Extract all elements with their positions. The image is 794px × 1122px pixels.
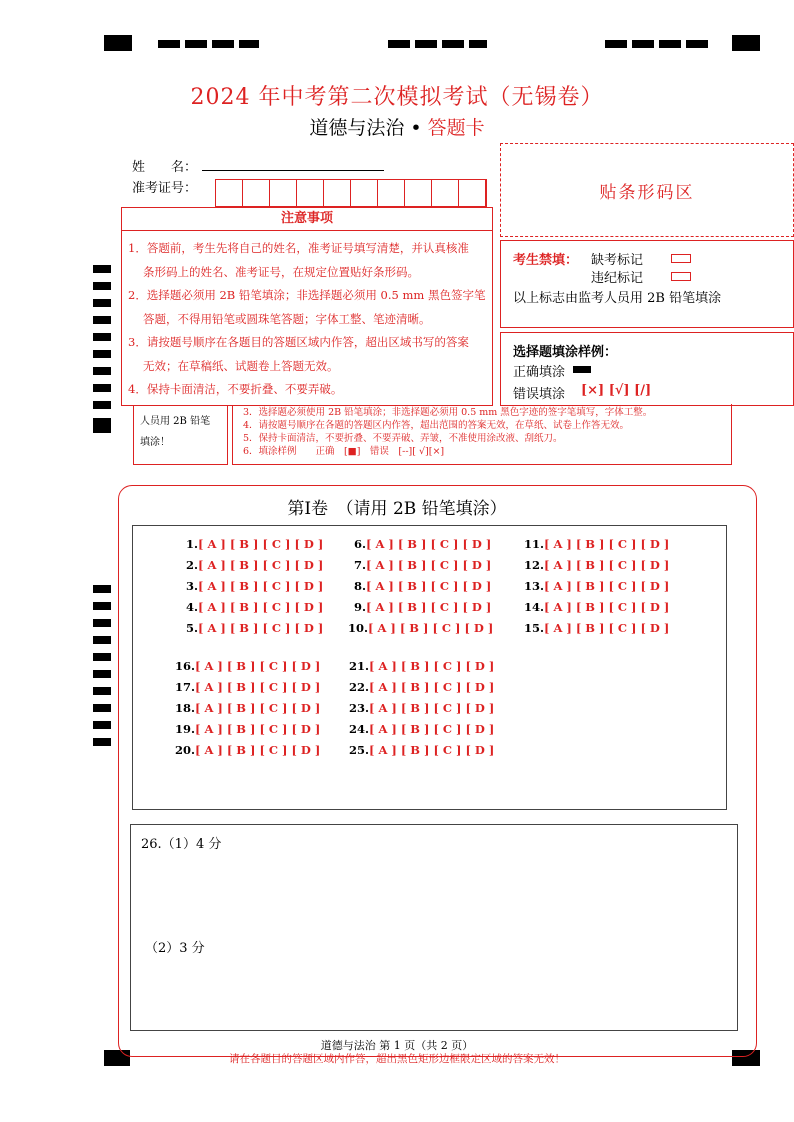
mc-question-row[interactable] bbox=[175, 743, 320, 757]
mc-options[interactable]: [ A ] [ B ] [ C ] [ D ] bbox=[195, 743, 321, 757]
mc-question-number: 18. bbox=[175, 701, 196, 715]
mc-question-number: 23. bbox=[349, 701, 370, 715]
mc-question-row[interactable] bbox=[524, 600, 669, 614]
timing-mark bbox=[93, 333, 111, 341]
mc-options[interactable]: [ A ] [ B ] [ C ] [ D ] bbox=[366, 600, 492, 614]
timing-mark bbox=[185, 40, 207, 48]
mc-question-row[interactable] bbox=[175, 701, 320, 715]
absent-box[interactable] bbox=[671, 251, 691, 266]
timing-mark bbox=[212, 40, 234, 48]
mc-question-row[interactable] bbox=[349, 659, 494, 673]
mc-question-number: 16. bbox=[175, 659, 196, 673]
mc-question-number: 22. bbox=[349, 680, 370, 694]
mc-options[interactable]: [ A ] [ B ] [ C ] [ D ] bbox=[369, 659, 495, 673]
timing-mark bbox=[93, 670, 111, 678]
mc-options[interactable]: [ A ] [ B ] [ C ] [ D ] bbox=[369, 701, 495, 715]
mc-options[interactable]: [ A ] [ B ] [ C ] [ D ] bbox=[195, 722, 321, 736]
section-one-title: 第Ⅰ卷 （请用 2B 铅笔填涂） bbox=[287, 499, 507, 519]
notice-heading: 注意事项 bbox=[122, 208, 492, 231]
notice-item: 1．答题前，考生先将自己的姓名，准考证号填写清楚，并认真核准 bbox=[128, 241, 469, 255]
timing-mark bbox=[93, 619, 111, 627]
mc-question-row[interactable] bbox=[186, 621, 323, 635]
mc-question-row[interactable] bbox=[354, 537, 491, 551]
mc-options[interactable]: [ A ] [ B ] [ C ] [ D ] bbox=[195, 701, 321, 715]
mc-question-row[interactable] bbox=[349, 680, 494, 694]
mc-question-number: 14. bbox=[524, 600, 545, 614]
mc-question-number: 19. bbox=[175, 722, 196, 736]
sample-panel bbox=[500, 332, 794, 406]
timing-mark bbox=[93, 636, 111, 644]
timing-mark bbox=[93, 282, 111, 290]
footer-warning: 请在各题目的答题区域内作答，超出黑色矩形边框限定区域的答案无效！ bbox=[229, 1053, 565, 1065]
mc-options[interactable]: [ A ] [ B ] [ C ] [ D ] bbox=[366, 537, 492, 551]
sample-heading: 选择题填涂样例： bbox=[513, 345, 618, 360]
timing-mark bbox=[93, 585, 111, 593]
mc-question-number: 12. bbox=[524, 558, 545, 572]
timing-mark bbox=[415, 40, 437, 48]
mc-options[interactable]: [ A ] [ B ] [ C ] [ D ] bbox=[544, 621, 670, 635]
mc-question-row[interactable] bbox=[348, 621, 493, 635]
notice-item: 2．选择题必须用 2B 铅笔填涂；非选择题必须用 0.5 mm 黑色签字笔 bbox=[128, 288, 486, 302]
q26-part2-label: （2）3 分 bbox=[145, 941, 205, 956]
mc-options[interactable]: [ A ] [ B ] [ C ] [ D ] bbox=[544, 558, 670, 572]
forbid-label: 考生禁填： bbox=[513, 253, 579, 268]
mc-question-row[interactable] bbox=[524, 558, 669, 572]
timing-mark bbox=[93, 704, 111, 712]
page-footer: 道德与法治 第 1 页（共 2 页） bbox=[320, 1039, 474, 1052]
absent-label: 缺考标记 bbox=[591, 253, 644, 268]
timing-mark bbox=[93, 687, 111, 695]
timing-mark bbox=[93, 367, 111, 375]
mc-options[interactable]: [ A ] [ B ] [ C ] [ D ] bbox=[544, 579, 670, 593]
filled-mark-icon bbox=[573, 366, 591, 373]
q26-part1-label: 26.（1）4 分 bbox=[141, 837, 222, 852]
mc-question-number: 10. bbox=[348, 621, 369, 635]
mc-question-row[interactable] bbox=[354, 558, 491, 572]
correct-label: 正确填涂 bbox=[513, 365, 566, 380]
forbid-panel bbox=[500, 240, 794, 328]
timing-mark bbox=[93, 653, 111, 661]
mc-options[interactable]: [ A ] [ B ] [ C ] [ D ] bbox=[369, 722, 495, 736]
mc-options[interactable]: [ A ] [ B ] [ C ] [ D ] bbox=[198, 621, 324, 635]
mc-question-row[interactable] bbox=[349, 743, 494, 757]
mc-question-row[interactable] bbox=[186, 558, 323, 572]
timing-mark bbox=[93, 316, 111, 324]
mc-question-number: 1. bbox=[186, 537, 199, 551]
timing-mark bbox=[93, 299, 111, 307]
mc-options[interactable]: [ A ] [ B ] [ C ] [ D ] bbox=[366, 558, 492, 572]
wrong-label: 错误填涂 bbox=[513, 387, 566, 402]
mc-question-number: 9. bbox=[354, 600, 367, 614]
notice-item: 4．保持卡面清洁，不要折叠、不要弄破。 bbox=[128, 382, 343, 396]
mc-question-number: 11. bbox=[524, 537, 545, 551]
under-note-line: 6．填涂样例 正确 [■] 错误 [--][ √][×] bbox=[243, 446, 445, 457]
under-note-line: 填涂！ bbox=[140, 437, 170, 448]
violate-box[interactable] bbox=[671, 269, 691, 284]
mc-options[interactable]: [ A ] [ B ] [ C ] [ D ] bbox=[198, 537, 324, 551]
timing-mark bbox=[158, 40, 180, 48]
mc-options[interactable]: [ A ] [ B ] [ C ] [ D ] bbox=[198, 600, 324, 614]
timing-mark bbox=[93, 401, 111, 409]
mc-options[interactable]: [ A ] [ B ] [ C ] [ D ] bbox=[198, 579, 324, 593]
mc-question-number: 8. bbox=[354, 579, 367, 593]
mc-question-number: 25. bbox=[349, 743, 370, 757]
under-note-right bbox=[232, 404, 732, 465]
separator-dot: • bbox=[410, 117, 422, 139]
exam-id-label: 准考证号： bbox=[132, 181, 198, 196]
timing-mark bbox=[442, 40, 464, 48]
notice-item bbox=[128, 355, 488, 379]
timing-mark bbox=[732, 35, 760, 51]
forbid-note: 以上标志由监考人员用 2B 铅笔填涂 bbox=[513, 291, 722, 306]
timing-mark bbox=[93, 602, 111, 610]
answer-card-label: 答题卡 bbox=[427, 117, 485, 139]
timing-mark bbox=[239, 40, 259, 48]
timing-mark bbox=[93, 738, 111, 746]
mc-options[interactable]: [ A ] [ B ] [ C ] [ D ] bbox=[368, 621, 494, 635]
mc-question-row[interactable] bbox=[354, 600, 491, 614]
mc-options[interactable]: [ A ] [ B ] [ C ] [ D ] bbox=[544, 537, 670, 551]
mc-options[interactable]: [ A ] [ B ] [ C ] [ D ] bbox=[369, 743, 495, 757]
under-note-line: 5．保持卡面清洁，不要折叠、不要弄破、弄皱，不准使用涂改液、刮纸刀。 bbox=[243, 433, 563, 444]
mc-options[interactable]: [ A ] [ B ] [ C ] [ D ] bbox=[198, 558, 324, 572]
mc-question-row[interactable] bbox=[524, 537, 669, 551]
mc-question-row[interactable] bbox=[186, 537, 323, 551]
under-note-line: 4．请按题号顺序在各题的答题区内作答，超出范围的答案无效，在草纸、试卷上作答无效。 bbox=[243, 420, 630, 431]
notice-panel bbox=[121, 207, 493, 406]
mc-question-row[interactable] bbox=[186, 600, 323, 614]
subject-name: 道德与法治 bbox=[309, 117, 405, 139]
mc-question-row[interactable] bbox=[175, 659, 320, 673]
barcode-area: 贴条形码区 bbox=[500, 143, 794, 237]
mc-question-number: 2. bbox=[186, 558, 199, 572]
mc-question-row[interactable] bbox=[524, 621, 669, 635]
mc-question-number: 13. bbox=[524, 579, 545, 593]
mc-question-number: 15. bbox=[524, 621, 545, 635]
mc-question-row[interactable] bbox=[349, 701, 494, 715]
timing-mark bbox=[659, 40, 681, 48]
under-note-line: 3．选择题必须使用 2B 铅笔填涂；非选择题必须用 0.5 mm 黑色字迹的签字笔填写，字体工整。 bbox=[243, 407, 653, 418]
question-26-area[interactable] bbox=[130, 824, 738, 1031]
notice-item: 3．请按题号顺序在各题目的答题区域内作答，超出区域书写的答案 bbox=[128, 335, 469, 349]
mc-question-row[interactable] bbox=[175, 680, 320, 694]
mc-options[interactable]: [ A ] [ B ] [ C ] [ D ] bbox=[195, 680, 321, 694]
name-label: 姓 名： bbox=[132, 160, 198, 175]
under-note-line: 人员用 2B 铅笔 bbox=[140, 416, 211, 427]
timing-mark bbox=[388, 40, 410, 48]
timing-mark bbox=[93, 425, 111, 433]
timing-mark bbox=[93, 265, 111, 273]
mc-options[interactable]: [ A ] [ B ] [ C ] [ D ] bbox=[195, 659, 321, 673]
wrong-marks: [×] [√] [/] bbox=[581, 383, 652, 398]
mc-question-number: 6. bbox=[354, 537, 367, 551]
timing-mark bbox=[632, 40, 654, 48]
mc-question-row[interactable] bbox=[186, 579, 323, 593]
mc-question-number: 5. bbox=[186, 621, 199, 635]
notice-item bbox=[128, 261, 488, 285]
mc-question-number: 4. bbox=[186, 600, 199, 614]
mc-question-number: 3. bbox=[186, 579, 199, 593]
mc-question-row[interactable] bbox=[524, 579, 669, 593]
mc-options[interactable]: [ A ] [ B ] [ C ] [ D ] bbox=[544, 600, 670, 614]
mc-options[interactable]: [ A ] [ B ] [ C ] [ D ] bbox=[366, 579, 492, 593]
notice-item-text: 无效；在草稿纸、试题卷上答题无效。 bbox=[143, 358, 339, 373]
timing-mark bbox=[93, 350, 111, 358]
timing-mark bbox=[104, 35, 132, 51]
timing-mark bbox=[469, 40, 487, 48]
mc-question-number: 24. bbox=[349, 722, 370, 736]
timing-mark bbox=[686, 40, 708, 48]
notice-item-text: 条形码上的姓名、准考证号，在规定位置贴好条形码。 bbox=[143, 264, 419, 279]
mc-question-number: 20. bbox=[175, 743, 196, 757]
exam-id-grid[interactable] bbox=[215, 179, 487, 207]
exam-title: 2024 年中考第二次模拟考试（无锡卷） bbox=[190, 85, 604, 110]
timing-mark bbox=[93, 721, 111, 729]
mc-question-row[interactable] bbox=[175, 722, 320, 736]
mc-question-row[interactable] bbox=[349, 722, 494, 736]
under-note-left bbox=[133, 404, 228, 465]
mc-question-number: 21. bbox=[349, 659, 370, 673]
exam-subtitle bbox=[0, 113, 794, 140]
mc-question-number: 17. bbox=[175, 680, 196, 694]
mc-options[interactable]: [ A ] [ B ] [ C ] [ D ] bbox=[369, 680, 495, 694]
timing-mark bbox=[93, 384, 111, 392]
notice-item bbox=[128, 308, 488, 332]
violate-label: 违纪标记 bbox=[591, 271, 644, 286]
timing-mark bbox=[605, 40, 627, 48]
mc-question-row[interactable] bbox=[354, 579, 491, 593]
notice-item-text: 答题，不得用铅笔或圆珠笔答题；字体工整、笔迹清晰。 bbox=[143, 311, 431, 326]
mc-question-number: 7. bbox=[354, 558, 367, 572]
name-field[interactable] bbox=[202, 156, 384, 171]
